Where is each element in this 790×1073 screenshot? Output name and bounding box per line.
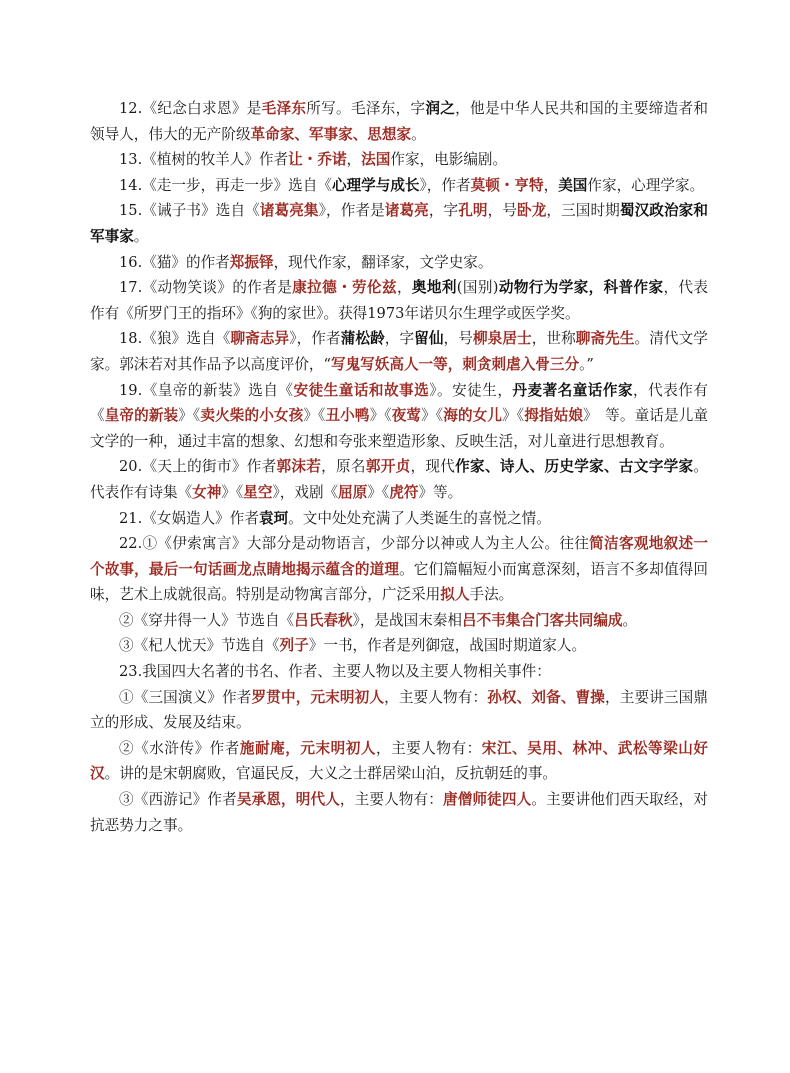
text-run: ，现代 (410, 458, 456, 476)
paragraph (90, 198, 708, 249)
emphasis-run: 康拉德・劳伦兹 (292, 279, 397, 297)
text-run: (国别) (456, 279, 499, 297)
emphasis-run: 星空 (243, 483, 273, 501)
text-run: 18.《狼》选自《 (119, 330, 231, 348)
emphasis-run: 聊斋志异 (230, 330, 290, 348)
emphasis-run: 简洁客观地叙述一个故事，最后一句话画龙点睛地揭示蕴含的道理 (90, 535, 708, 578)
text-run: ，主要讲三国鼎立的形成、发展及结束。 (90, 688, 708, 732)
text-run: 16.《猫》的作者 (119, 253, 230, 271)
text-run: ③《杞人忧天》节选自《 (119, 637, 280, 655)
emphasis-run: 丹麦著名童话作家 (512, 381, 634, 399)
paragraph (90, 531, 708, 608)
emphasis-run: 拟人 (440, 586, 470, 604)
emphasis-run: 袁珂 (258, 509, 289, 527)
text-run: 手法。 (469, 586, 514, 604)
emphasis-run: 柳泉居士 (472, 330, 532, 348)
emphasis-run: 郑振铎 (229, 253, 274, 271)
text-run: 》《 (367, 483, 390, 501)
emphasis-run: 留仙 (414, 330, 444, 348)
text-run: 17.《动物笑谈》的作者是 (119, 279, 293, 297)
emphasis-run: 罗贯中，元末明初人 (251, 688, 385, 706)
text-run: 》，作者 (419, 176, 471, 194)
paragraph (90, 173, 708, 199)
text-run: 。” (579, 355, 594, 373)
text-run: ， (543, 176, 559, 194)
text-run: 》《 (178, 407, 201, 425)
emphasis-run: 虎符 (389, 483, 419, 501)
text-run: 》，作者 (289, 330, 341, 348)
paragraph (90, 736, 708, 787)
text-run: 。 (133, 227, 149, 245)
emphasis-run: 卖火柴的小女孩 (200, 407, 304, 425)
text-run: 。 (622, 611, 638, 629)
emphasis-run: 安徒生童话和故事选 (293, 381, 430, 399)
paragraph (90, 250, 708, 276)
paragraph (90, 787, 708, 838)
text-run: 》《 (369, 407, 392, 425)
text-run: 。清代文学家。郭沫若对其作品予以高度评价，“ (90, 330, 708, 373)
emphasis-run: 孙权、刘备、曹操 (487, 688, 605, 706)
text-run: ②《水浒传》作者 (119, 739, 240, 757)
text-run: 。文中处处充满了人类诞生的喜悦之情。 (288, 509, 551, 527)
text-run: ，代表作有《 (90, 381, 708, 425)
text-run: 。讲的是宋朝腐败，官逼民反，大义之士群居梁山泊，反抗朝廷的事。 (104, 765, 558, 783)
emphasis-run: 吴承恩，明代人 (236, 791, 340, 809)
text-run: ， (396, 279, 412, 297)
emphasis-run: 诸葛亮 (384, 202, 429, 220)
document-body (90, 96, 708, 838)
text-run: 》《 (303, 407, 326, 425)
text-run: 15.《诫子书》选自《 (119, 202, 260, 220)
emphasis-run: 唐僧师徒四人 (443, 791, 532, 809)
emphasis-run: 郭沫若 (276, 458, 322, 476)
text-run: ，代表作有《所罗门王的指环》《狗的家世》。获得1973年诺贝尔生理学或医学奖。 (90, 279, 708, 322)
emphasis-run: 施耐庵，元末明初人 (239, 739, 376, 757)
emphasis-run: 郭开贞 (365, 458, 411, 476)
emphasis-run: 蒲松龄 (340, 330, 385, 348)
emphasis-run: 写鬼写妖高人一等，刺贪刺虐入骨三分 (330, 355, 580, 373)
emphasis-run: 孔明 (458, 202, 488, 220)
text-run: ，主要人物有： (339, 791, 443, 809)
text-run: 作家，心理学家。 (587, 176, 705, 194)
text-run: 19.《皇帝的新装》选自《 (119, 381, 294, 399)
text-run: 12.《纪念白求恩》是 (119, 100, 262, 117)
text-run: ， (346, 151, 362, 169)
text-run: ③《西游记》作者 (119, 791, 237, 809)
emphasis-run: 动物行为学家，科普作家 (498, 279, 664, 297)
emphasis-run: 诸葛亮集 (259, 202, 319, 220)
emphasis-run: 拇指姑娘 (524, 407, 584, 425)
emphasis-run: 法国 (361, 151, 391, 169)
emphasis-run: 革命家、军事家、思想家 (250, 125, 412, 143)
paragraph (90, 608, 708, 634)
text-run: 13.《植树的牧羊人》作者 (119, 151, 289, 169)
paragraph (90, 454, 708, 505)
emphasis-run: 让・乔诺 (288, 151, 347, 169)
emphasis-run: 列子 (279, 637, 309, 655)
emphasis-run: 毛泽东 (261, 100, 307, 117)
emphasis-run: 夜莺 (391, 407, 422, 425)
text-run: 14.《走一步，再走一步》选自《 (119, 176, 332, 194)
emphasis-run: 皇帝的新装 (104, 407, 179, 425)
emphasis-run: 宋江、吴用、林冲、武松等梁山好汉 (90, 739, 708, 783)
text-run: 》。安徒生， (429, 381, 513, 399)
text-run: 》，是战国末秦相 (352, 611, 462, 629)
text-run: ，他是中华人民共和国的主要缔造者和领导人，伟大的无产阶级 (90, 100, 708, 143)
text-run: ，字 (428, 202, 459, 220)
text-run: ，号 (487, 202, 518, 220)
emphasis-run: 屈原 (338, 483, 368, 501)
text-run: 20.《天上的街市》作者 (119, 458, 277, 476)
paragraph (90, 96, 708, 147)
text-run: 。主要讲他们西天取经，对抗恶势力之事。 (90, 791, 708, 834)
emphasis-run: 心理学与成长 (331, 176, 420, 194)
text-run: ，世称 (531, 330, 576, 348)
paragraph (90, 147, 708, 173)
text-run: 》《 (421, 407, 444, 425)
text-run: ，号 (443, 330, 473, 348)
text-run: 。 (411, 125, 426, 143)
paragraph (90, 326, 708, 377)
text-run: 》 等。童话是儿童文学的一种，通过丰富的想象、幻想和夸张来塑造形象、反映生活，对儿童进行思想教育。 (90, 407, 708, 450)
emphasis-run: 女神 (192, 483, 222, 501)
emphasis-run: 丑小鸭 (325, 407, 370, 425)
emphasis-run: 海的女儿 (443, 407, 503, 425)
text-run: ，字 (384, 330, 415, 348)
emphasis-run: 作家、诗人、历史学家、古文字学家 (455, 458, 694, 476)
text-run: 》《 (221, 483, 244, 501)
text-run: ，三国时期 (546, 202, 620, 220)
text-run: 》一书，作者是列御寇，战国时期道家人。 (308, 637, 587, 655)
text-run: 》《 (502, 407, 525, 425)
text-run: 。代表作有诗集《 (90, 458, 708, 501)
paragraph (90, 659, 708, 685)
text-run: 22.①《伊索寓言》大部分是动物语言，少部分以神或人为主人公。往往 (119, 535, 590, 553)
text-run: ，原名 (321, 458, 366, 476)
emphasis-run: 卧龙 (517, 202, 547, 220)
text-run: ，主要人物有： (375, 739, 482, 757)
emphasis-run: 润之 (425, 100, 456, 117)
text-run: 23.我国四大名著的书名、作者、主要人物以及主要人物相关事件： (119, 663, 551, 681)
emphasis-run: 吕不韦集合门客共同编成 (461, 611, 623, 629)
paragraph (90, 633, 708, 659)
text-run: 》等。 (418, 483, 463, 501)
text-run: ，现代作家，翻译家，文学史家。 (273, 253, 493, 271)
emphasis-run: 蜀汉政治家和军事家 (90, 202, 708, 245)
emphasis-run: 聊斋先生 (575, 330, 635, 348)
text-run: 21.《女娲造人》作者 (119, 509, 259, 527)
text-run: 作家，电影编剧。 (390, 151, 508, 169)
text-run: ②《穿井得一人》节选自《 (119, 611, 295, 629)
text-run: 所写。毛泽东，字 (306, 100, 426, 117)
paragraph (90, 506, 708, 532)
text-run: ，主要人物有： (384, 688, 488, 706)
paragraph (90, 275, 708, 326)
text-run: ①《三国演义》作者 (119, 688, 252, 706)
text-run: 》，戏剧《 (272, 483, 339, 501)
emphasis-run: 吕氏春秋 (294, 611, 353, 629)
text-run: 。它们篇幅短小而寓意深刻，语言不多却值得回味，艺术上成就很高。特别是动物寓言部分，广泛采用 (90, 560, 708, 604)
emphasis-run: 美国 (558, 176, 588, 194)
paragraph (90, 685, 708, 736)
emphasis-run: 莫顿・亨特 (470, 176, 544, 194)
text-run: 》，作者是 (318, 202, 385, 220)
paragraph (90, 378, 708, 455)
emphasis-run: 奥地利 (411, 279, 457, 297)
